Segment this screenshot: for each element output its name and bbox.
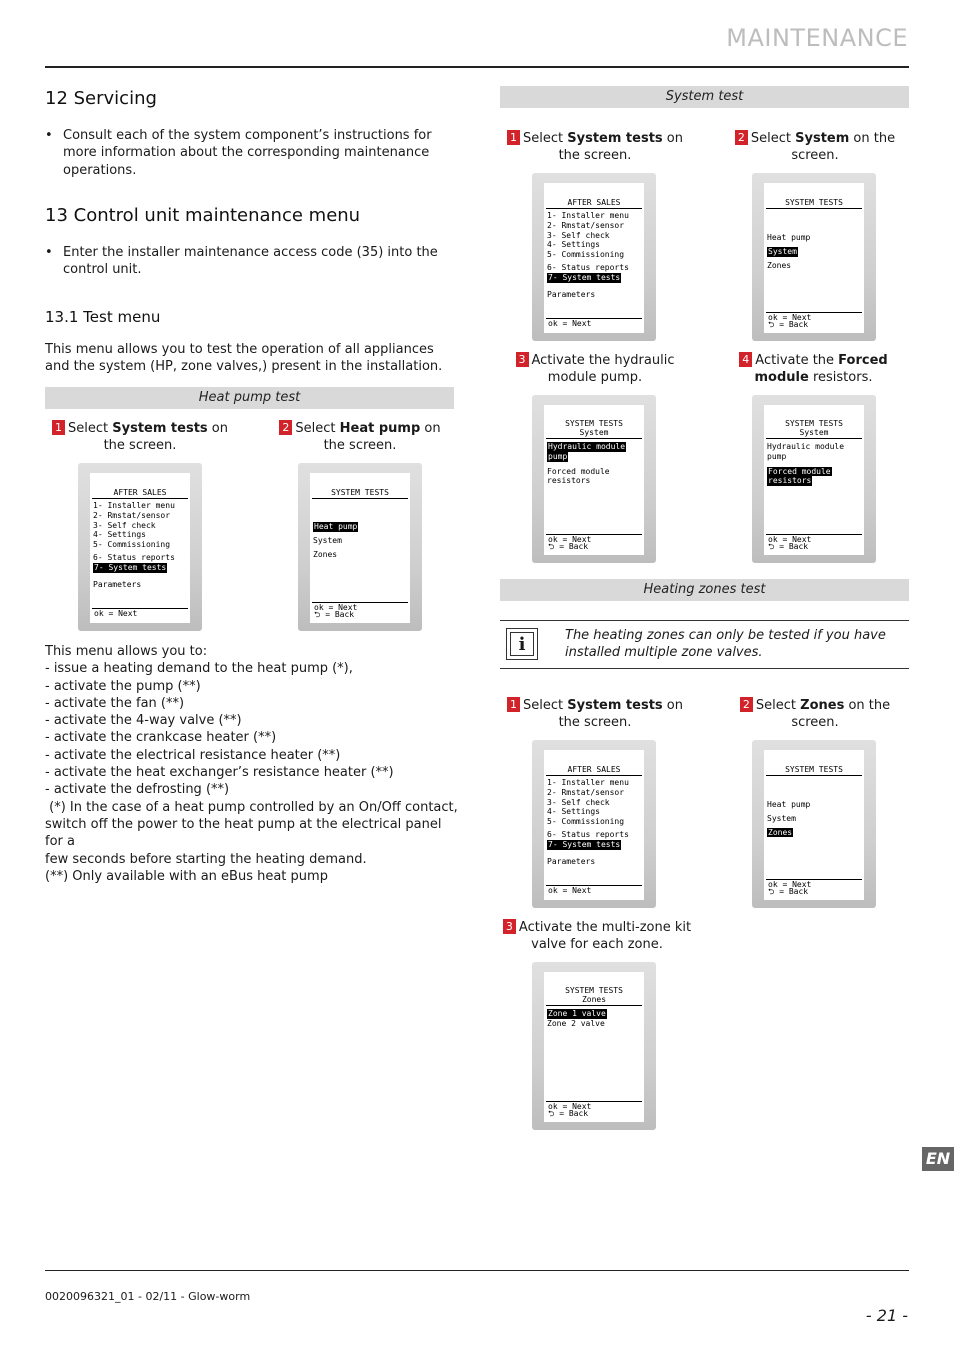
sys-step-4: 4 Activate the Forced module resistors. [716, 352, 911, 386]
device-screen: SYSTEM TESTS Heat pump System Zones ok = Next ⮌ = Back [764, 750, 864, 900]
zones-step-2: 2 Select Zones on the screen. [730, 697, 900, 731]
device-screen: SYSTEM TESTS System Hydraulic module pump Forced module resistors ok = Next ⮌ = Back [764, 405, 864, 555]
control-unit-after-sales [532, 173, 656, 341]
document-reference: 0020096321_01 - 02/11 - Glow-worm [45, 1290, 251, 1303]
test-capabilities-list: This menu allows you to: - issue a heating demand to the heat pump (*), - activate the pump (**) - activate the fan (**) - activate the 4-way valve (**) - activate the crankcase heater (**) - activate the electrical resistance heater (**) - activate the heat exchanger’s resistance heater (**) - activate the defrosting (**) (*) In the case of a heat pump controlled by an On/Off contact, switch off the power to the heat pump at the electrical panel for a few seconds before starting the heating demand. (**) Only available with an eBus heat pump [45, 644, 458, 884]
section-13-1-intro: This menu allows you to test the operation of all appliances and the system (HP, zone valves,) present in the installation. [45, 342, 443, 375]
info-note: i The heating zones can only be tested if you have installed multiple zone valves. [500, 620, 909, 669]
language-tab: EN [922, 1147, 954, 1171]
device-screen: AFTER SALES 1- Installer menu 2- Rmstat/sensor 3- Self check 4- Settings 5- Commissioning 6- Status reports 7- System tests Parameters ok = Next [544, 750, 644, 900]
section-13-heading: 13 Control unit maintenance menu [45, 205, 361, 226]
info-icon: i [506, 628, 538, 660]
footer-rule [45, 1270, 909, 1271]
section-13-bullet: • Enter the installer maintenance access code (35) into the control unit. [45, 245, 438, 278]
sys-step-1: 1 Select System tests on the screen. [500, 130, 690, 164]
device-screen: SYSTEM TESTS System Hydraulic module pump Forced module resistors ok = Next ⮌ = Back [544, 405, 644, 555]
control-unit-system-forced [752, 395, 876, 563]
heating-zones-test-band: Heating zones test [500, 579, 909, 601]
sys-step-2: 2 Select System on the screen. [730, 130, 900, 164]
section-12-bullet: • Consult each of the system component’s instructions for more information about the corresponding maintenance operations. [45, 128, 432, 178]
device-screen: AFTER SALES 1- Installer menu 2- Rmstat/sensor 3- Self check 4- Settings 5- Commissioning 6- Status reports 7- System tests Parameters ok = Next [544, 183, 644, 333]
heat-pump-test-band: Heat pump test [45, 387, 454, 409]
control-unit-system-tests-system [752, 173, 876, 341]
page-number: - 21 - [865, 1306, 908, 1325]
zones-step-3: 3 Activate the multi-zone kit valve for each zone. [502, 919, 692, 953]
hp-step-2: 2 Select Heat pump on the screen. [270, 420, 450, 454]
device-screen: SYSTEM TESTS Heat pump System Zones ok = Next ⮌ = Back [764, 183, 864, 333]
section-12-heading: 12 Servicing [45, 88, 157, 109]
control-unit-system-tests-zones [752, 740, 876, 908]
device-screen: AFTER SALES 1- Installer menu 2- Rmstat/sensor 3- Self check 4- Settings 5- Commissioning 6- Status reports 7- System tests Parameters ok = Next [90, 473, 190, 623]
hp-step-1: 1 Select System tests on the screen. [45, 420, 235, 454]
control-unit-system-tests-heat-pump [298, 463, 422, 631]
zones-step-1: 1 Select System tests on the screen. [500, 697, 690, 731]
page-header-title: MAINTENANCE [726, 24, 908, 52]
section-13-1-heading: 13.1 Test menu [45, 308, 161, 326]
system-test-band: System test [500, 86, 909, 108]
control-unit-system-hydraulic [532, 395, 656, 563]
control-unit-after-sales [78, 463, 202, 631]
sys-step-3: 3 Activate the hydraulic module pump. [505, 352, 685, 386]
device-screen: SYSTEM TESTS Zones Zone 1 valve Zone 2 valve ok = Next ⮌ = Back [544, 972, 644, 1122]
control-unit-after-sales [532, 740, 656, 908]
control-unit-zones-valves [532, 962, 656, 1130]
header-rule [45, 66, 909, 68]
device-screen: SYSTEM TESTS Heat pump System Zones ok = Next ⮌ = Back [310, 473, 410, 623]
bullet-dot: • [45, 128, 53, 143]
bullet-dot: • [45, 245, 53, 260]
